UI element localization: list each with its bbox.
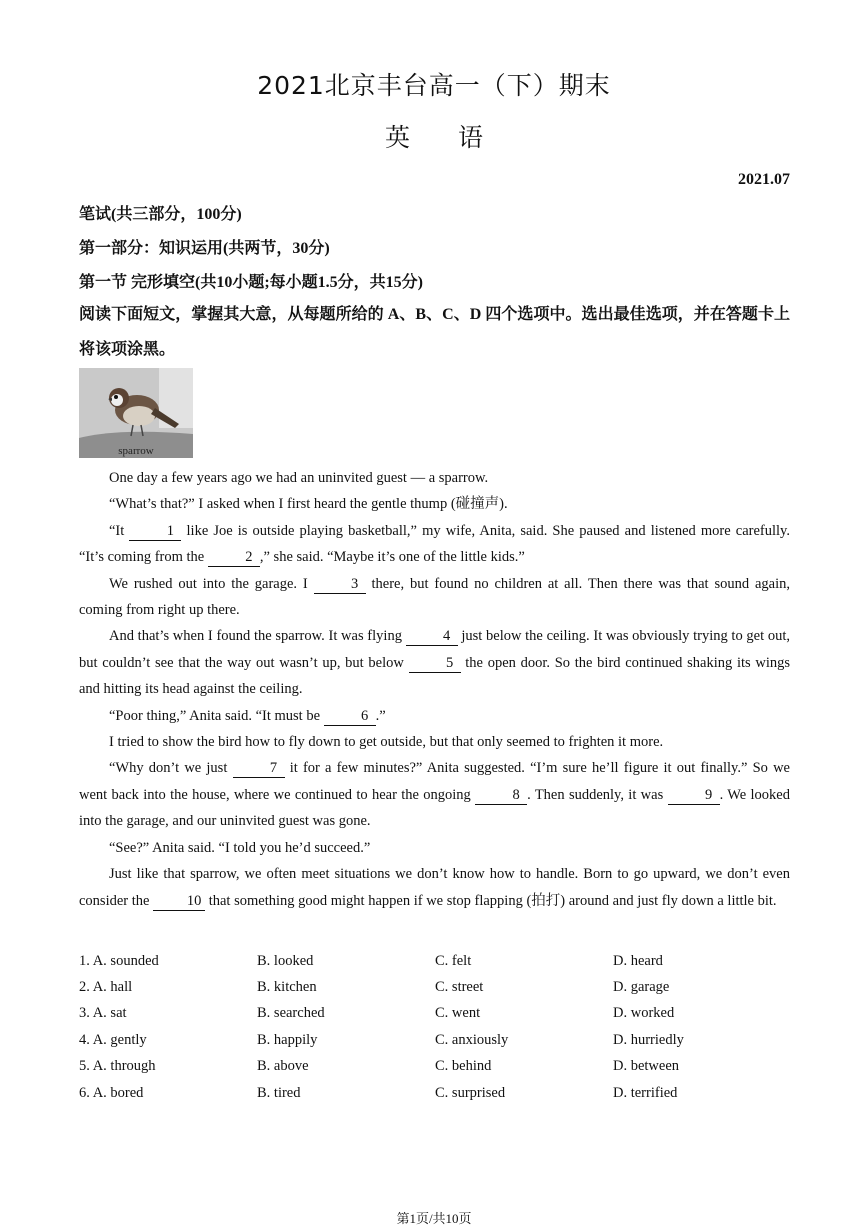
blank-9: 9 <box>668 786 720 805</box>
option-row-1 <box>79 948 790 974</box>
option-2b: B. kitchen <box>257 979 317 996</box>
option-row-5 <box>79 1054 790 1080</box>
paragraph-2: “What’s that?” I asked when I first heard the gentle thump (碰撞声). <box>109 496 508 513</box>
blank-6: 6 <box>324 707 376 726</box>
written-heading: 笔试(共三部分，100分) <box>79 206 242 223</box>
option-1a: 1. A. sounded <box>79 952 159 969</box>
paragraph-4: We rushed out into the garage. I 3 there, but found no children at all. Then there was that sound again, coming from right up there. <box>79 575 790 619</box>
option-4b: B. happily <box>257 1031 318 1048</box>
page-title: 2021北京丰台高一（下）期末 <box>257 71 611 100</box>
paragraph-9: “See?” Anita said. “I told you he’d succeed.” <box>109 839 371 856</box>
option-row-6 <box>79 1080 790 1106</box>
option-5b: B. above <box>257 1058 309 1075</box>
option-6b: B. tired <box>257 1084 301 1101</box>
option-2a: 2. A. hall <box>79 979 133 996</box>
option-1d: D. heard <box>613 952 663 969</box>
option-5d: D. between <box>613 1058 680 1075</box>
paragraph-10: Just like that sparrow, we often meet situations we don’t know how to handle. Born to go upward, we don’t even consider the 10 that something good might happen if we stop flapping (拍打) around and just fly down a little bit. <box>79 866 790 909</box>
blank-8: 8 <box>475 786 527 805</box>
part1-heading: 第一部分：知识运用(共两节，30分) <box>79 240 330 257</box>
paragraph-3: “It 1 like Joe is outside playing basketball,” my wife, Anita, said. She paused and listened more carefully. “It’s coming from the 2 ,” she said. “Maybe it’s one of the little kids.” <box>79 522 790 566</box>
cloze-passage <box>79 465 790 914</box>
blank-1: 1 <box>129 522 181 541</box>
option-3c: C. went <box>435 1005 481 1022</box>
subject-title: 英 语 <box>385 123 483 152</box>
exam-date: 2021.07 <box>738 171 790 188</box>
instructions: 阅读下面短文，掌握其大意，从每题所给的 A、B、C、D 四个选项中。选出最佳选项，并在答题卡上将该项涂黑。 <box>79 306 790 358</box>
option-4d: D. hurriedly <box>613 1031 684 1048</box>
blank-2: 2 <box>208 548 260 567</box>
option-6d: D. terrified <box>613 1084 678 1101</box>
blank-4: 4 <box>406 627 458 646</box>
paragraph-8: “Why don’t we just 7 it for a few minutes?” Anita suggested. “I’m sure he’ll figure it out finally.” So we went back into the house, where we continued to hear the ongoing 8 . Then suddenly, it was 9 . We looked into the garage, and our uninvited guest was gone. <box>79 760 790 830</box>
option-6c: C. surprised <box>435 1084 506 1101</box>
option-3b: B. searched <box>257 1005 325 1022</box>
blank-3: 3 <box>314 575 366 594</box>
option-4c: C. anxiously <box>435 1031 509 1048</box>
paragraph-6: “Poor thing,” Anita said. “It must be 6 .” <box>109 707 386 724</box>
option-5a: 5. A. through <box>79 1058 156 1075</box>
blank-7: 7 <box>233 759 285 778</box>
blank-10: 10 <box>153 892 205 911</box>
option-4a: 4. A. gently <box>79 1031 147 1048</box>
option-1c: C. felt <box>435 952 472 969</box>
answer-options <box>79 948 790 1106</box>
blank-5: 5 <box>409 654 461 673</box>
page-footer: 第1页/共10页 <box>396 1211 472 1226</box>
paragraph-7: I tried to show the bird how to fly down to get outside, but that only seemed to frighten it more. <box>109 734 664 751</box>
option-5c: C. behind <box>435 1058 492 1075</box>
option-2c: C. street <box>435 979 484 996</box>
option-2d: D. garage <box>613 979 670 996</box>
option-1b: B. looked <box>257 952 314 969</box>
section1-heading: 第一节 完形填空(共10小题;每小题1.5分，共15分) <box>79 274 423 291</box>
option-3a: 3. A. sat <box>79 1005 127 1022</box>
sparrow-photo <box>79 368 193 458</box>
paragraph-1: One day a few years ago we had an uninvited guest — a sparrow. <box>109 470 489 486</box>
photo-caption: sparrow <box>118 445 154 457</box>
option-row-3 <box>79 1001 790 1027</box>
option-row-2 <box>79 974 790 1000</box>
option-3d: D. worked <box>613 1005 675 1022</box>
option-row-4 <box>79 1027 790 1053</box>
paragraph-5: And that’s when I found the sparrow. It was flying 4 just below the ceiling. It was obviously trying to get out, but couldn’t see that the way out wasn’t up, but below 5 the open door. So the bird continued shaking its wings and hitting its head against the ceiling. <box>79 628 790 698</box>
option-6a: 6. A. bored <box>79 1084 144 1101</box>
